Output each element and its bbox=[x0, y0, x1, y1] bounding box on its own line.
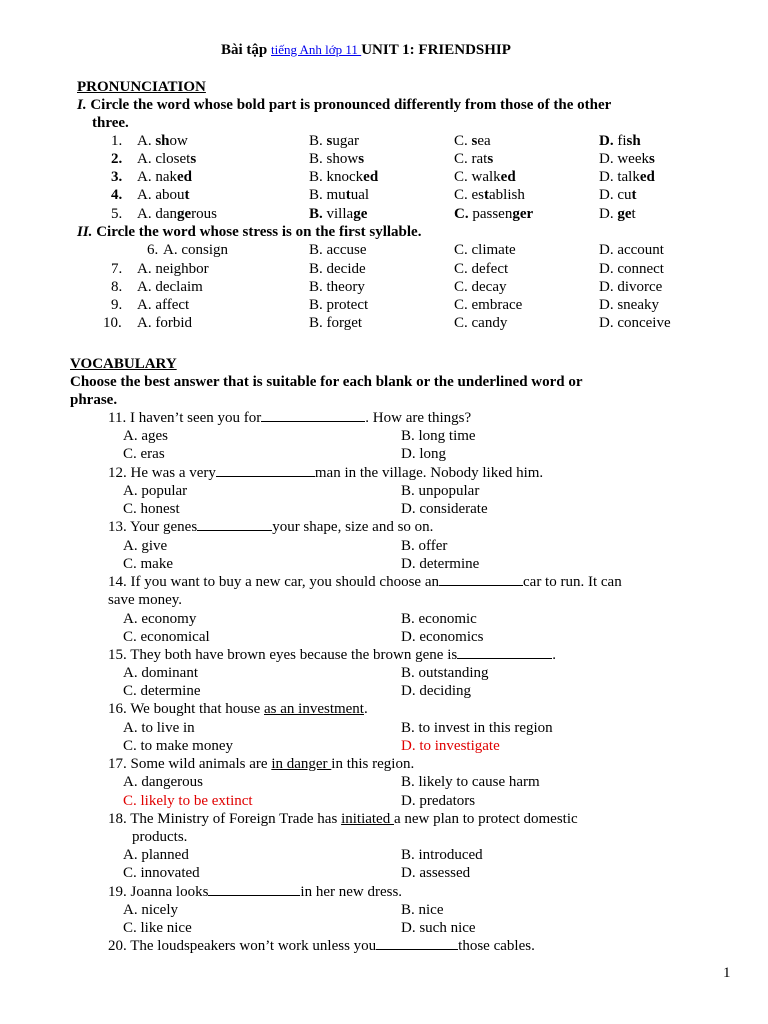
option: A. affect bbox=[137, 297, 190, 313]
option: B. decide bbox=[309, 261, 366, 277]
option: A. forbid bbox=[137, 315, 192, 331]
option: A. dominant bbox=[123, 665, 198, 681]
question-16: 16. We bought that house as an investment. bbox=[108, 701, 368, 717]
option: B. introduced bbox=[401, 847, 483, 863]
answer-blank[interactable] bbox=[216, 464, 315, 477]
item-number: 3. bbox=[111, 169, 123, 185]
option: C. like nice bbox=[123, 920, 192, 936]
page-title: Bài tập tiếng Anh lớp 11 UNIT 1: FRIENDSHIP bbox=[221, 42, 511, 58]
option: B. long time bbox=[401, 428, 476, 444]
option: A. popular bbox=[123, 483, 188, 499]
option: C. climate bbox=[454, 242, 516, 258]
question-18-cont: products. bbox=[132, 829, 188, 845]
question-15: 15. They both have brown eyes because the brown gene is . bbox=[108, 647, 556, 663]
option: B. economic bbox=[401, 611, 477, 627]
item-number: 4. bbox=[111, 187, 123, 203]
option: C. to make money bbox=[123, 738, 233, 754]
option: C. walked bbox=[454, 169, 516, 185]
option: C. honest bbox=[123, 501, 180, 517]
option: B. village bbox=[309, 206, 368, 222]
option: B. offer bbox=[401, 538, 448, 554]
vocabulary-instruction: Choose the best answer that is suitable for each blank or the underlined word or bbox=[70, 374, 583, 390]
option: B. sugar bbox=[309, 133, 360, 149]
answer-blank[interactable] bbox=[197, 518, 272, 531]
question-19: 19. Joanna looks in her new dress. bbox=[108, 884, 403, 900]
option: B. accuse bbox=[309, 242, 367, 258]
option: D. get bbox=[599, 206, 636, 222]
option: A. give bbox=[123, 538, 168, 554]
option: C. sea bbox=[454, 133, 491, 149]
option: B. knocked bbox=[309, 169, 379, 185]
item-number: 5. bbox=[111, 206, 123, 222]
option: A. nicely bbox=[123, 902, 178, 918]
option: C. defect bbox=[454, 261, 509, 277]
option: A. neighbor bbox=[137, 261, 209, 277]
option: B. protect bbox=[309, 297, 369, 313]
option: D. account bbox=[599, 242, 664, 258]
option: B. theory bbox=[309, 279, 365, 295]
option: B. mutual bbox=[309, 187, 370, 203]
option: C. eras bbox=[123, 446, 165, 462]
question-18: 18. The Ministry of Foreign Trade has initiated a new plan to protect domestic bbox=[108, 811, 578, 827]
part2-instruction: II. Circle the word whose stress is on the first syllable. bbox=[77, 224, 422, 240]
option: D. determine bbox=[401, 556, 480, 572]
item-number: 8. bbox=[111, 279, 123, 295]
answer-blank[interactable] bbox=[261, 409, 365, 422]
question-20: 20. The loudspeakers won’t work unless you those cables. bbox=[108, 938, 535, 954]
option: A. about bbox=[137, 187, 190, 203]
option: B. nice bbox=[401, 902, 444, 918]
option: C. make bbox=[123, 556, 173, 572]
option: C. candy bbox=[454, 315, 508, 331]
title-link[interactable]: tiếng Anh lớp 11 bbox=[271, 42, 362, 57]
vocabulary-heading: VOCABULARY bbox=[70, 356, 177, 372]
question-14-cont: save money. bbox=[108, 592, 183, 608]
question-12: 12. He was a very man in the village. Nobody liked him. bbox=[108, 465, 544, 481]
part1-instruction-cont: three. bbox=[92, 115, 129, 131]
item-number: 10. bbox=[103, 315, 122, 331]
option: B. unpopular bbox=[401, 483, 480, 499]
option: A. planned bbox=[123, 847, 189, 863]
option: A. closets bbox=[137, 151, 197, 167]
item-number: 9. bbox=[111, 297, 123, 313]
option: C. decay bbox=[454, 279, 507, 295]
option-highlighted: C. likely to be extinct bbox=[123, 793, 253, 809]
vocabulary-instruction-cont: phrase. bbox=[70, 392, 118, 408]
option: C. embrace bbox=[454, 297, 523, 313]
item-number: 1. bbox=[111, 133, 123, 149]
option: D. weeks bbox=[599, 151, 655, 167]
option: D. conceive bbox=[599, 315, 671, 331]
answer-blank[interactable] bbox=[457, 646, 552, 659]
option: D. such nice bbox=[401, 920, 476, 936]
option: C. innovated bbox=[123, 865, 200, 881]
option: D. divorce bbox=[599, 279, 663, 295]
item-number: 6. bbox=[147, 242, 159, 258]
answer-blank[interactable] bbox=[376, 937, 458, 950]
question-13: 13. Your genes your shape, size and so on. bbox=[108, 519, 434, 535]
part1-instruction: I. Circle the word whose bold part is pronounced differently from those of the other bbox=[77, 97, 612, 113]
option-highlighted: D. to investigate bbox=[401, 738, 500, 754]
option: A. dangerous bbox=[123, 774, 203, 790]
answer-blank[interactable] bbox=[208, 883, 300, 896]
option: A. to live in bbox=[123, 720, 195, 736]
option: A. consign bbox=[163, 242, 228, 258]
option: B. to invest in this region bbox=[401, 720, 553, 736]
question-11: 11. I haven’t seen you for . How are things? bbox=[108, 410, 472, 426]
option: D. considerate bbox=[401, 501, 488, 517]
pronunciation-heading: PRONUNCIATION bbox=[77, 79, 206, 95]
option: B. forget bbox=[309, 315, 363, 331]
option: D. connect bbox=[599, 261, 664, 277]
option: A. ages bbox=[123, 428, 168, 444]
option: D. predators bbox=[401, 793, 476, 809]
option: B. shows bbox=[309, 151, 365, 167]
option: D. talked bbox=[599, 169, 655, 185]
option: B. outstanding bbox=[401, 665, 489, 681]
option: D. assessed bbox=[401, 865, 471, 881]
option: D. sneaky bbox=[599, 297, 659, 313]
option: A. declaim bbox=[137, 279, 203, 295]
option: D. deciding bbox=[401, 683, 471, 699]
option: C. establish bbox=[454, 187, 525, 203]
option: D. long bbox=[401, 446, 446, 462]
option: C. economical bbox=[123, 629, 210, 645]
answer-blank[interactable] bbox=[439, 573, 523, 586]
option: C. rats bbox=[454, 151, 494, 167]
page-number: 1 bbox=[723, 965, 731, 981]
item-number: 2. bbox=[111, 151, 123, 167]
question-17: 17. Some wild animals are in danger in this region. bbox=[108, 756, 415, 772]
option: D. fish bbox=[599, 133, 641, 149]
option: A. dangerous bbox=[137, 206, 218, 222]
option: B. likely to cause harm bbox=[401, 774, 540, 790]
option: A. economy bbox=[123, 611, 197, 627]
option: A. show bbox=[137, 133, 188, 149]
item-number: 7. bbox=[111, 261, 123, 277]
option: C. passenger bbox=[454, 206, 534, 222]
option: A. naked bbox=[137, 169, 192, 185]
option: D. cut bbox=[599, 187, 637, 203]
option: C. determine bbox=[123, 683, 201, 699]
question-14: 14. If you want to buy a new car, you should choose an car to run. It can bbox=[108, 574, 622, 590]
option: D. economics bbox=[401, 629, 484, 645]
